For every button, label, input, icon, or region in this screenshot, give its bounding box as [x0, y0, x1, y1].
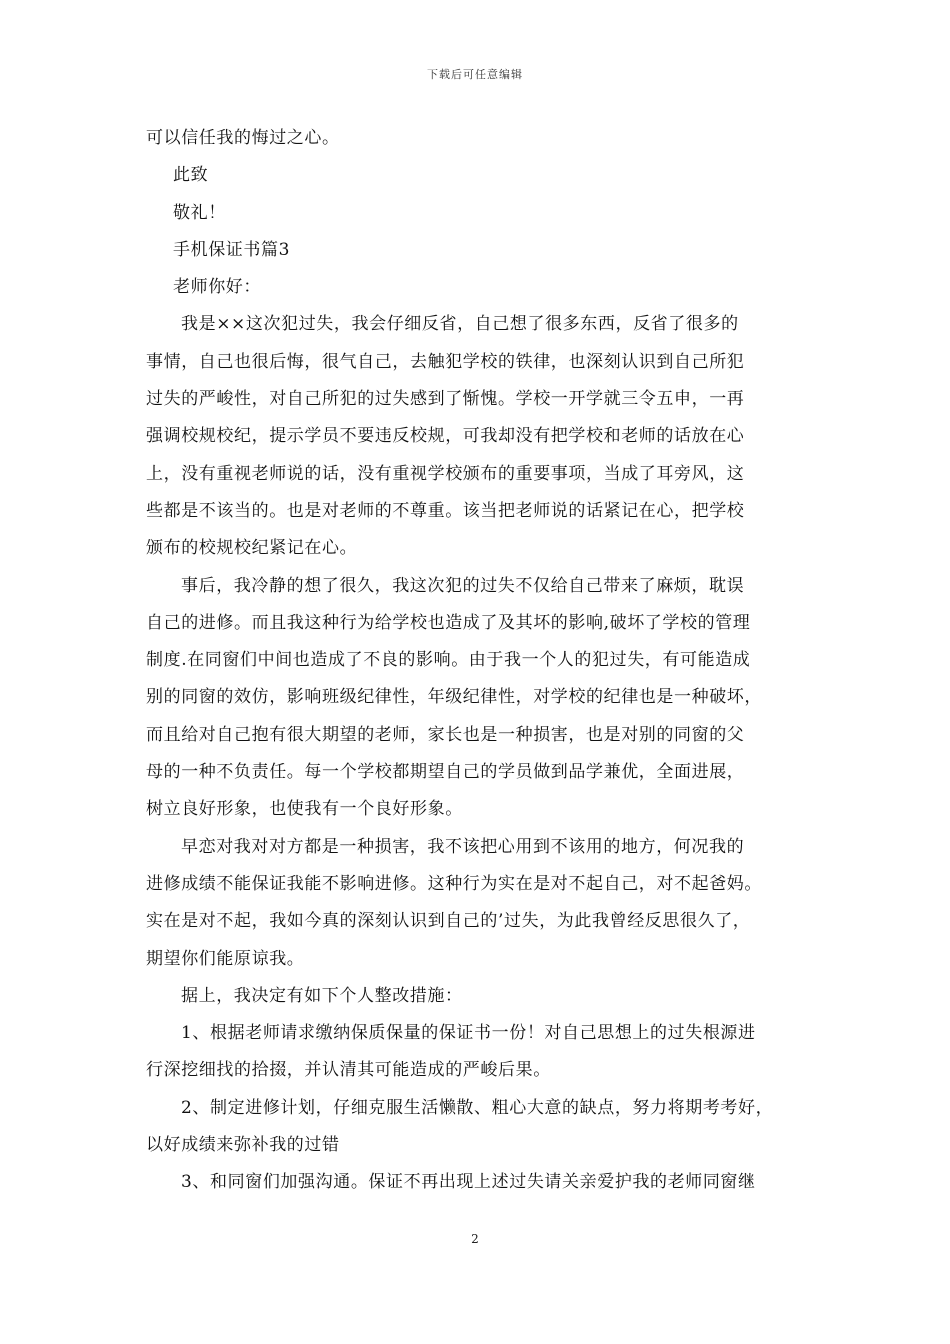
- text-line: 以好成绩来弥补我的过错: [146, 1135, 340, 1156]
- text-line: 别的同窗的效仿，影响班级纪律性，年级纪律性，对学校的纪律也是一种破坏，: [146, 687, 762, 708]
- text-line: 此致: [173, 165, 209, 186]
- text-line: 进修成绩不能保证我能不影响进修。这种行为实在是对不起自己，对不起爸妈。: [146, 873, 762, 894]
- text-line: 据上，我决定有如下个人整改措施：: [181, 985, 463, 1006]
- page-number: 2: [471, 1232, 479, 1246]
- text-line: 实在是对不起，我如今真的深刻认识到自己的’过失，为此我曾经反思很久了，: [146, 911, 751, 932]
- text-line: 老师你好：: [173, 277, 261, 298]
- text-line: 些都是不该当的。也是对老师的不尊重。该当把老师说的话紧记在心，把学校: [146, 500, 745, 521]
- text-line: 我是××这次犯过失，我会仔细反省，自己想了很多东西，反省了很多的: [181, 314, 739, 335]
- text-line: 1、根据老师请求缴纳保质保量的保证书一份！对自己思想上的过失根源进: [181, 1023, 756, 1044]
- text-line: 行深挖细找的拾掇，并认清其可能造成的严峻后果。: [146, 1060, 551, 1081]
- text-line: 强调校规校纪，提示学员不要违反校规，可我却没有把学校和老师的话放在心: [146, 426, 745, 447]
- text-line: 自己的进修。而且我这种行为给学校也造成了及其坏的影响,破坏了学校的管理: [146, 612, 751, 633]
- text-line: 过失的严峻性，对自己所犯的过失感到了惭愧。学校一开学就三令五申，一再: [146, 389, 745, 410]
- text-line: 事情，自己也很后悔，很气自己，去触犯学校的铁律，也深刻认识到自己所犯: [146, 351, 745, 372]
- text-line: 2、制定进修计划，仔细克服生活懒散、粗心大意的缺点，努力将期考考好，: [181, 1097, 774, 1118]
- text-line: 树立良好形象，也使我有一个良好形象。: [146, 799, 463, 820]
- text-line: 颁布的校规校纪紧记在心。: [146, 538, 358, 559]
- text-line: 手机保证书篇3: [173, 239, 291, 260]
- text-line: 3、和同窗们加强沟通。保证不再出现上述过失请关亲爱护我的老师同窗继: [181, 1172, 756, 1193]
- text-line: 期望你们能原谅我。: [146, 948, 305, 969]
- text-line: 敬礼！: [173, 202, 226, 223]
- document-body: [146, 120, 811, 1202]
- page-header: 下载后可任意编辑: [427, 68, 523, 81]
- text-line: 早恋对我对对方都是一种损害，我不该把心用到不该用的地方，何况我的: [181, 836, 745, 857]
- text-line: 而且给对自己抱有很大期望的老师，家长也是一种损害，也是对别的同窗的父: [146, 724, 745, 745]
- text-line: 母的一种不负责任。每一个学校都期望自己的学员做到品学兼优，全面进展，: [146, 762, 745, 783]
- text-line: 可以信任我的悔过之心。: [146, 128, 340, 148]
- text-line: 制度.在同窗们中间也造成了不良的影响。由于我一个人的犯过失，有可能造成: [146, 650, 751, 671]
- text-line: 上，没有重视老师说的话，没有重视学校颁布的重要事项，当成了耳旁风，这: [146, 463, 745, 484]
- text-line: 事后，我冷静的想了很久，我这次犯的过失不仅给自己带来了麻烦，耽误: [181, 575, 745, 596]
